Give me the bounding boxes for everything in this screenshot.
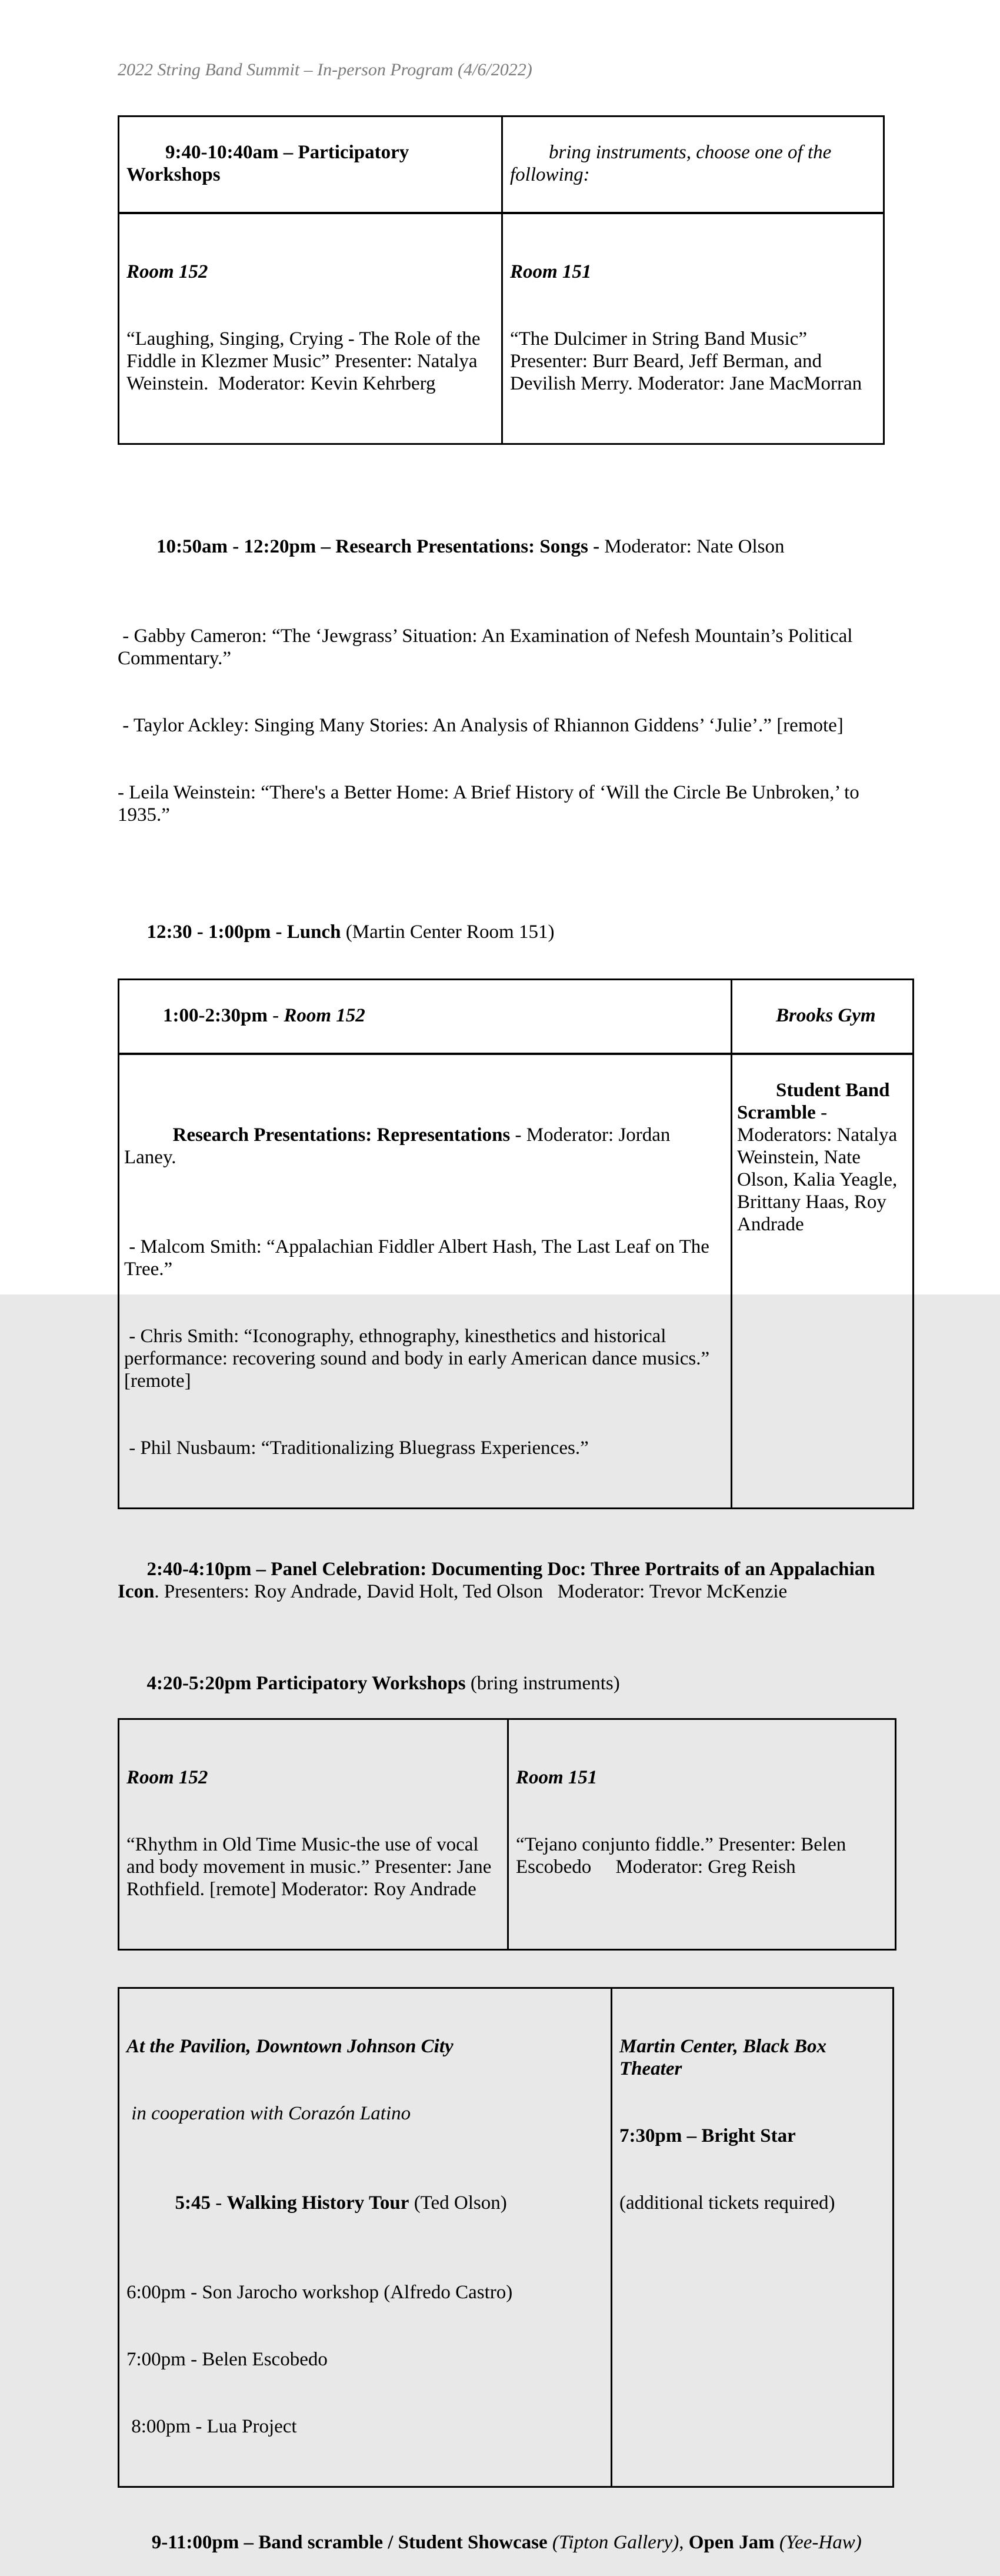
walking-history-tour-line <box>126 2169 605 2236</box>
representations-presentation-item: - Phil Nusbaum: “Traditionalizing Bluegrass Experiences.” <box>124 1437 589 1459</box>
closing-space <box>775 2532 779 2553</box>
songs-session-section <box>118 468 888 871</box>
morning-workshops-note-cell <box>503 117 883 214</box>
representations-heading <box>124 1101 725 1191</box>
pavilion-event-item: 6:00pm - Son Jarocho workshop (Alfredo Castro) <box>126 2282 513 2303</box>
black-box-venue-title: Martin Center, Black Box Theater <box>619 2036 832 2079</box>
representations-presentation-item: - Chris Smith: “Iconography, ethnography, kinesthetics and historical performance: recovering sound and body in early American dance musics.” [remote] <box>124 1326 715 1392</box>
morning-workshops-header-cell <box>119 117 503 214</box>
morning-workshops-note: bring instruments, choose one of the following: <box>510 142 836 185</box>
pavilion-cooperation-note: in cooperation with Corazón Latino <box>126 2103 411 2124</box>
songs-session-title: 10:50am - 12:20pm – Research Presentations: Songs - <box>156 536 600 557</box>
afternoon-separator: - <box>267 1005 284 1026</box>
representations-presentation-item: - Malcom Smith: “Appalachian Fiddler Albert Hash, The Last Leaf on The Tree.” <box>124 1236 714 1280</box>
pavilion-event-item: 8:00pm - Lua Project <box>126 2416 297 2437</box>
afternoon-room152-header-cell <box>119 980 732 1055</box>
representations-title: Research Presentations: Representations <box>172 1124 511 1146</box>
brooks-gym-label: Brooks Gym <box>776 1005 876 1026</box>
representations-session-cell <box>119 1055 732 1507</box>
student-band-scramble-cell <box>732 1055 912 1507</box>
songs-presentation-item: - Taylor Ackley: Singing Many Stories: An Analysis of Rhiannon Giddens’ ‘Julie’.” [remote] <box>118 715 844 736</box>
bright-star-show-line: 7:30pm – Bright Star <box>619 2125 796 2146</box>
pavilion-event-item: 7:00pm - Belen Escobedo <box>126 2349 328 2370</box>
tipton-gallery-venue: (Tipton Gallery) <box>552 2532 679 2553</box>
room-152-workshop-description: “Rhythm in Old Time Music-the use of vocal and body movement in music.” Presenter: Jane Rothfield. [remote] Moderator: Roy Andrade <box>126 1834 496 1900</box>
brooks-gym-header-cell <box>732 980 912 1055</box>
morning-workshop-room152-cell <box>119 214 503 443</box>
black-box-theater-cell <box>612 1989 892 2486</box>
evening-workshops-table <box>118 1718 896 1951</box>
morning-workshop-room151-cell <box>503 214 883 443</box>
songs-session-moderator: Moderator: Nate Olson <box>599 536 785 557</box>
morning-workshops-time-title: 9:40-10:40am – Participatory Workshops <box>126 142 414 185</box>
morning-workshops-table <box>118 115 885 445</box>
room-151-workshop-description: “Tejano conjunto fiddle.” Presenter: Belen Escobedo Moderator: Greg Reish <box>516 1834 851 1878</box>
pavilion-venue-title: At the Pavilion, Downtown Johnson City <box>126 2036 454 2057</box>
room-152-session-description: “Laughing, Singing, Crying - The Role of the Fiddle in Klezmer Music” Presenter: Natalya Weinstein. Moderator: Kevin Kehrberg <box>126 328 485 394</box>
tour-separator: - <box>211 2192 227 2214</box>
pavilion-cell <box>119 1989 612 2486</box>
evening-workshops-note: (bring instruments) <box>465 1673 620 1694</box>
panel-celebration-title: 2:40-4:10pm – Panel Celebration: Documenting Doc: Three Portraits of an Appalachian Icon <box>118 1559 880 1602</box>
songs-presentation-item: - Leila Weinstein: “There's a Better Home: A Brief History of ‘Will the Circle Be Unbroken,’ to 1935.” <box>118 782 865 826</box>
evening-workshops-time-title: 4:20-5:20pm Participatory Workshops <box>146 1673 466 1694</box>
songs-presentation-item: - Gabby Cameron: “The ‘Jewgrass’ Situation: An Examination of Nefesh Mountain’s Political Commentary.” <box>118 625 858 669</box>
closing-events-line <box>118 2509 888 2576</box>
open-jam-title: Open Jam <box>688 2532 775 2553</box>
afternoon-time: 1:00-2:30pm <box>163 1005 268 1026</box>
room-151-label: Room 151 <box>516 1767 598 1788</box>
evening-workshops-heading <box>118 1650 888 1717</box>
representations-moderator: - Moderator: Jordan Laney. <box>124 1124 675 1168</box>
songs-session-heading <box>118 513 888 580</box>
lunch-location: (Martin Center Room 151) <box>341 921 555 943</box>
tour-time: 5:45 <box>175 2192 211 2214</box>
band-scramble-showcase-title: 9-11:00pm – Band scramble / Student Showcase <box>146 2532 552 2553</box>
yee-haw-venue: (Yee-Haw) <box>779 2532 862 2553</box>
evening-workshop-room152-cell <box>119 1720 509 1949</box>
document-title: 2022 String Band Summit – In-person Program (4/6/2022) <box>118 60 532 79</box>
closing-separator: , <box>679 2532 689 2553</box>
room-151-label: Room 151 <box>510 261 592 282</box>
student-band-scramble-moderators: - Moderators: Natalya Weinstein, Nate Olson, Kalia Yeagle, Brittany Haas, Roy Andrade <box>737 1102 902 1235</box>
room-151-session-description: “The Dulcimer in String Band Music” Presenter: Burr Beard, Jeff Berman, and Devilish Merry. Moderator: Jane MacMorran <box>510 328 862 394</box>
evening-workshop-room151-cell <box>509 1720 895 1949</box>
lunch-time-title: 12:30 - 1:00pm - Lunch <box>146 921 341 943</box>
panel-celebration-section <box>118 1536 888 1625</box>
afternoon-sessions-table <box>118 979 914 1509</box>
panel-celebration-presenters: . Presenters: Roy Andrade, David Holt, Ted Olson Moderator: Trevor McKenzie <box>154 1581 788 1602</box>
student-band-scramble-title: Student Band Scramble <box>737 1080 895 1123</box>
room-152-label: Room 152 <box>126 1767 208 1788</box>
tour-title: Walking History Tour <box>226 2192 409 2214</box>
room-152-label: Room 152 <box>126 261 208 282</box>
afternoon-room-label: Room 152 <box>284 1005 365 1026</box>
tickets-note: (additional tickets required) <box>619 2192 835 2214</box>
tour-host: (Ted Olson) <box>409 2192 507 2214</box>
evening-venues-table <box>118 1987 894 2488</box>
lunch-section <box>118 898 888 966</box>
